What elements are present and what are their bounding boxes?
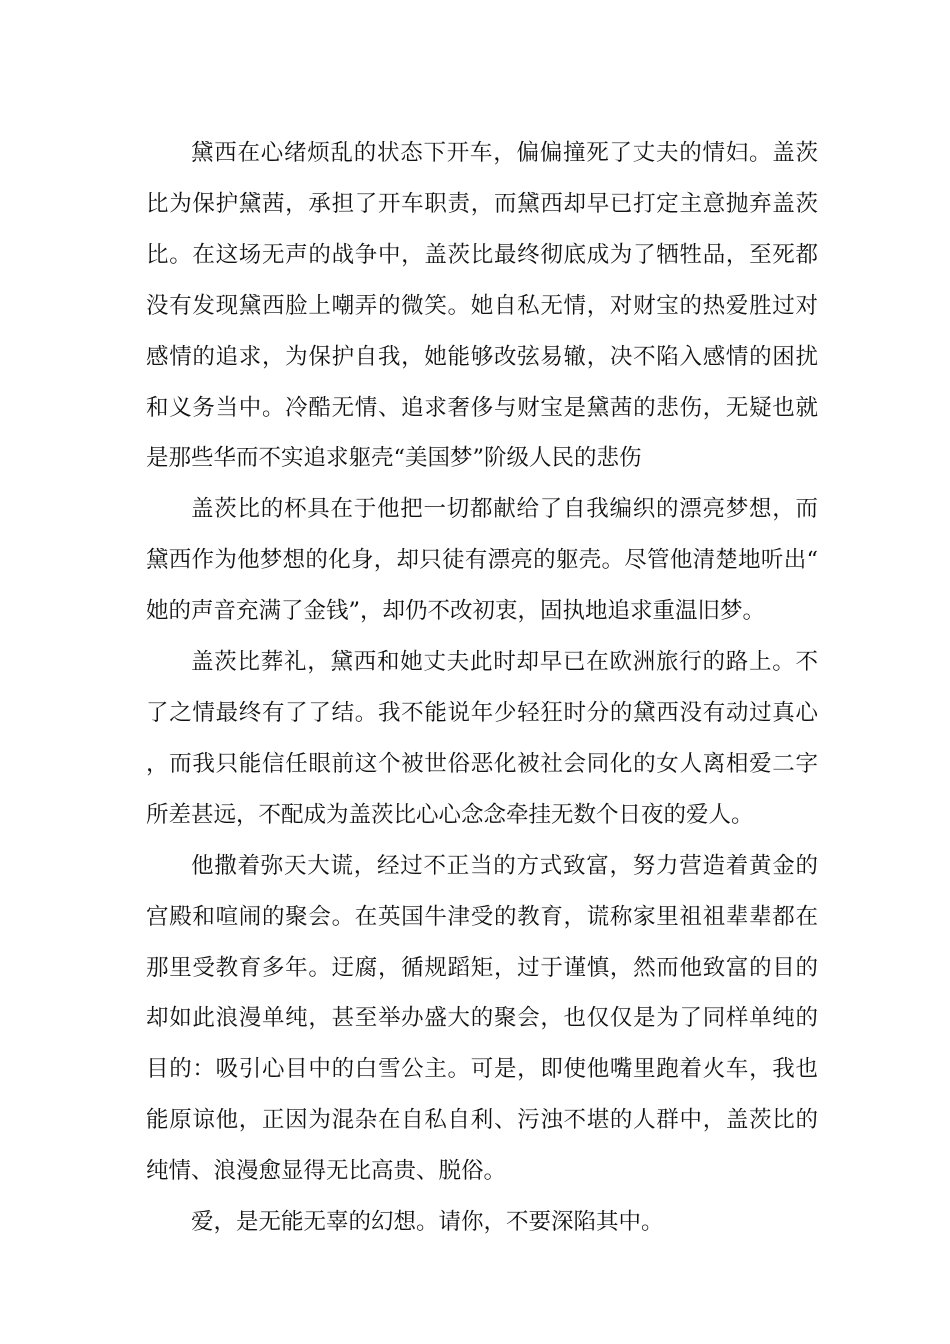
paragraph-2: 盖茨比的杯具在于他把一切都献给了自我编织的漂亮梦想，而黛西作为他梦想的化身，却只徒有漂亮的躯壳。尽管他清楚地听出“她的声音充满了金钱”，却仍不改初衷，固执地追求重温旧梦。 [146, 496, 818, 625]
document-body [146, 128, 818, 1248]
paragraph-5: 爱，是无能无辜的幻想。请你，不要深陷其中。 [191, 1209, 664, 1236]
paragraph-4: 他撒着弥天大谎，经过不正当的方式致富，努力营造着黄金的宫殿和喧闹的聚会。在英国牛津受的教育，谎称家里祖祖辈辈都在那里受教育多年。迂腐，循规蹈矩，过于谨慎，然而他致富的目的却如此浪漫单纯，甚至举办盛大的聚会，也仅仅是为了同样单纯的目的：吸引心目中的白雪公主。可是，即使他嘴里跑着火车，我也能原谅他，正因为混杂在自私自利、污浊不堪的人群中，盖茨比的纯情、浪漫愈显得无比高贵、脱俗。 [146, 852, 818, 1185]
paragraph-1: 黛西在心绪烦乱的状态下开车，偏偏撞死了丈夫的情妇。盖茨比为保护黛茜，承担了开车职责，而黛西却早已打定主意抛弃盖茨比。在这场无声的战争中，盖茨比最终彻底成为了牺牲品，至死都没有发现黛西脸上嘲弄的微笑。她自私无情，对财宝的热爱胜过对感情的追求，为保护自我，她能够改弦易辙，决不陷入感情的困扰和义务当中。冷酷无情、追求奢侈与财宝是黛茜的悲伤，无疑也就是那些华而不实追求躯壳“美国梦”阶级人民的悲伤 [146, 140, 818, 472]
paragraph-3: 盖茨比葬礼，黛西和她丈夫此时却早已在欧洲旅行的路上。不了之情最终有了了结。我不能说年少轻狂时分的黛西没有动过真心，而我只能信任眼前这个被世俗恶化被社会同化的女人离相爱二字所差甚远，不配成为盖茨比心心念念牵挂无数个日夜的爱人。 [146, 649, 818, 828]
